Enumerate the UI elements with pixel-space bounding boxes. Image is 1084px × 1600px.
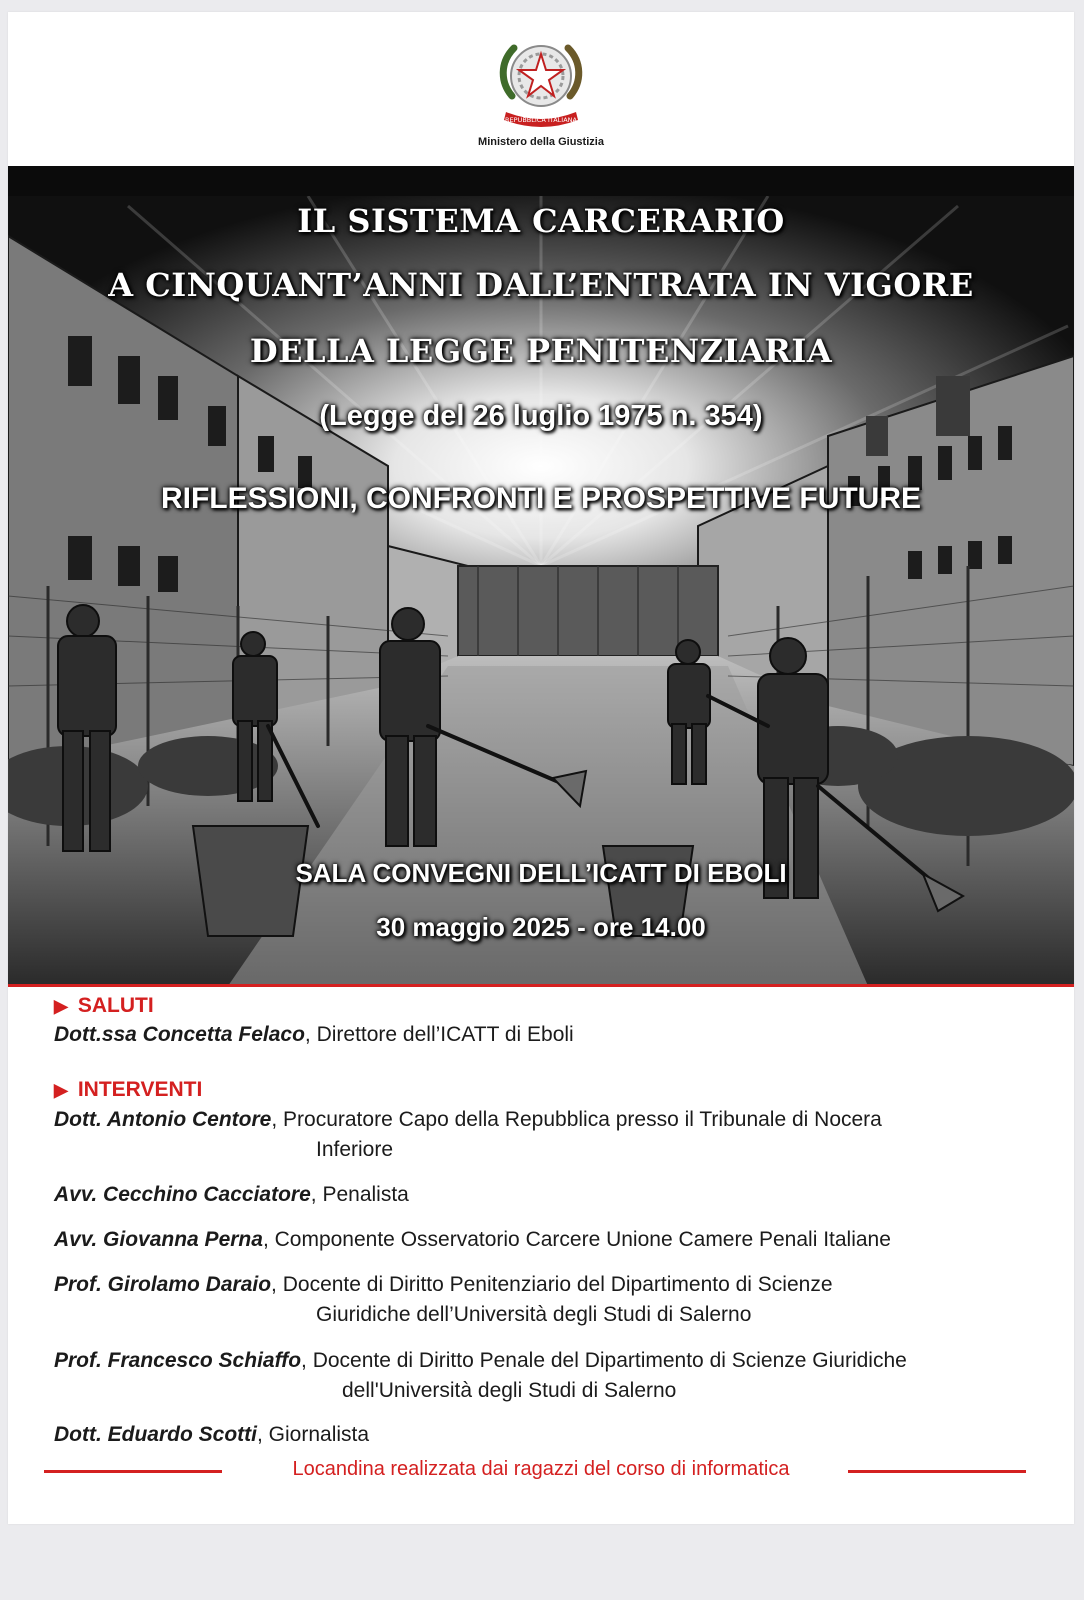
hero-illustration [8, 166, 1074, 986]
red-triangle-icon: ▶ [54, 996, 68, 1016]
speaker-role-continued: Inferiore [316, 1138, 394, 1161]
poster [8, 12, 1074, 1524]
speaker-role: Penalista [322, 1183, 409, 1206]
title-line-3: DELLA LEGGE PENITENZIARIA [249, 332, 833, 370]
speaker-entry: Avv. Giovanna Perna, Componente Osservatorio Carcere Unione Camere Penali Italiane [54, 1228, 891, 1251]
speaker-role-continued: dell'Università degli Studi di Salerno [342, 1379, 677, 1402]
section-interventi-heading: INTERVENTI [77, 1078, 203, 1101]
footer-credit: Locandina realizzata dai ragazzi del corso di informatica [292, 1458, 790, 1480]
speaker-entry: Dott. Antonio Centore, Procuratore Capo della Repubblica presso il Tribunale di Nocera Inferiore [54, 1105, 1044, 1165]
divider-red [8, 984, 1074, 987]
ministry-name: Ministero della Giustizia [478, 136, 604, 148]
speaker-entry: Prof. Girolamo Daraio, Docente di Diritto Penitenziario del Dipartimento di Scienze Giuridiche dell’Università degli Studi di Salerno [54, 1270, 1044, 1330]
title-line-2: A CINQUANT’ANNI DALL’ENTRATA IN VIGORE [108, 266, 974, 304]
red-triangle-icon: ▶ [54, 1080, 68, 1100]
emblem-ribbon-text: REPUBBLICA ITALIANA [505, 116, 577, 124]
event-date: 30 maggio 2025 - ore 14.00 [376, 912, 706, 942]
speaker-entry: Prof. Francesco Schiaffo, Docente di Diritto Penale del Dipartimento di Scienze Giuridiche dell'Università degli Studi di Salerno [54, 1346, 1044, 1406]
speaker-entry: Avv. Cecchino Cacciatore, Penalista [54, 1183, 409, 1206]
speaker-name: Dott.ssa Concetta Felaco [54, 1023, 305, 1046]
italian-republic-emblem-icon [492, 34, 590, 144]
section-saluti-heading: SALUTI [77, 994, 154, 1017]
section-interventi [54, 1078, 202, 1102]
speaker-entry: Dott.ssa Concetta Felaco, Direttore dell’ICATT di Eboli [54, 1023, 574, 1046]
title-line-1: IL SISTEMA CARCERARIO [297, 202, 785, 240]
speaker-role: Direttore dell’ICATT di Eboli [316, 1023, 574, 1046]
speaker-name: Dott. Eduardo Scotti [54, 1423, 257, 1446]
speaker-role: Giornalista [268, 1423, 370, 1446]
header [8, 12, 1074, 166]
speaker-role: Docente di Diritto Penale del Dipartimento di Scienze Giuridiche [312, 1349, 907, 1372]
speaker-role: Docente di Diritto Penitenziario del Dipartimento di Scienze [282, 1273, 833, 1296]
speaker-name: Dott. Antonio Centore [54, 1108, 272, 1131]
law-reference: (Legge del 26 luglio 1975 n. 354) [319, 400, 763, 432]
subtitle: RIFLESSIONI, CONFRONTI E PROSPETTIVE FUTURE [160, 482, 922, 515]
speaker-role-continued: Giuridiche dell’Università degli Studi di Salerno [316, 1303, 752, 1326]
speaker-name: Avv. Cecchino Cacciatore [54, 1183, 311, 1206]
speaker-name: Avv. Giovanna Perna [54, 1228, 263, 1251]
speaker-role: Procuratore Capo della Repubblica presso il Tribunale di Nocera [283, 1108, 882, 1131]
speaker-entry: Dott. Eduardo Scotti, Giornalista [54, 1423, 370, 1446]
speaker-role: Componente Osservatorio Carcere Unione Camere Penali Italiane [274, 1228, 891, 1251]
section-saluti [54, 994, 154, 1018]
venue: SALA CONVEGNI DELL’ICATT DI EBOLI [295, 858, 787, 888]
speaker-name: Prof. Francesco Schiaffo [54, 1349, 302, 1372]
speaker-name: Prof. Girolamo Daraio [54, 1273, 272, 1296]
